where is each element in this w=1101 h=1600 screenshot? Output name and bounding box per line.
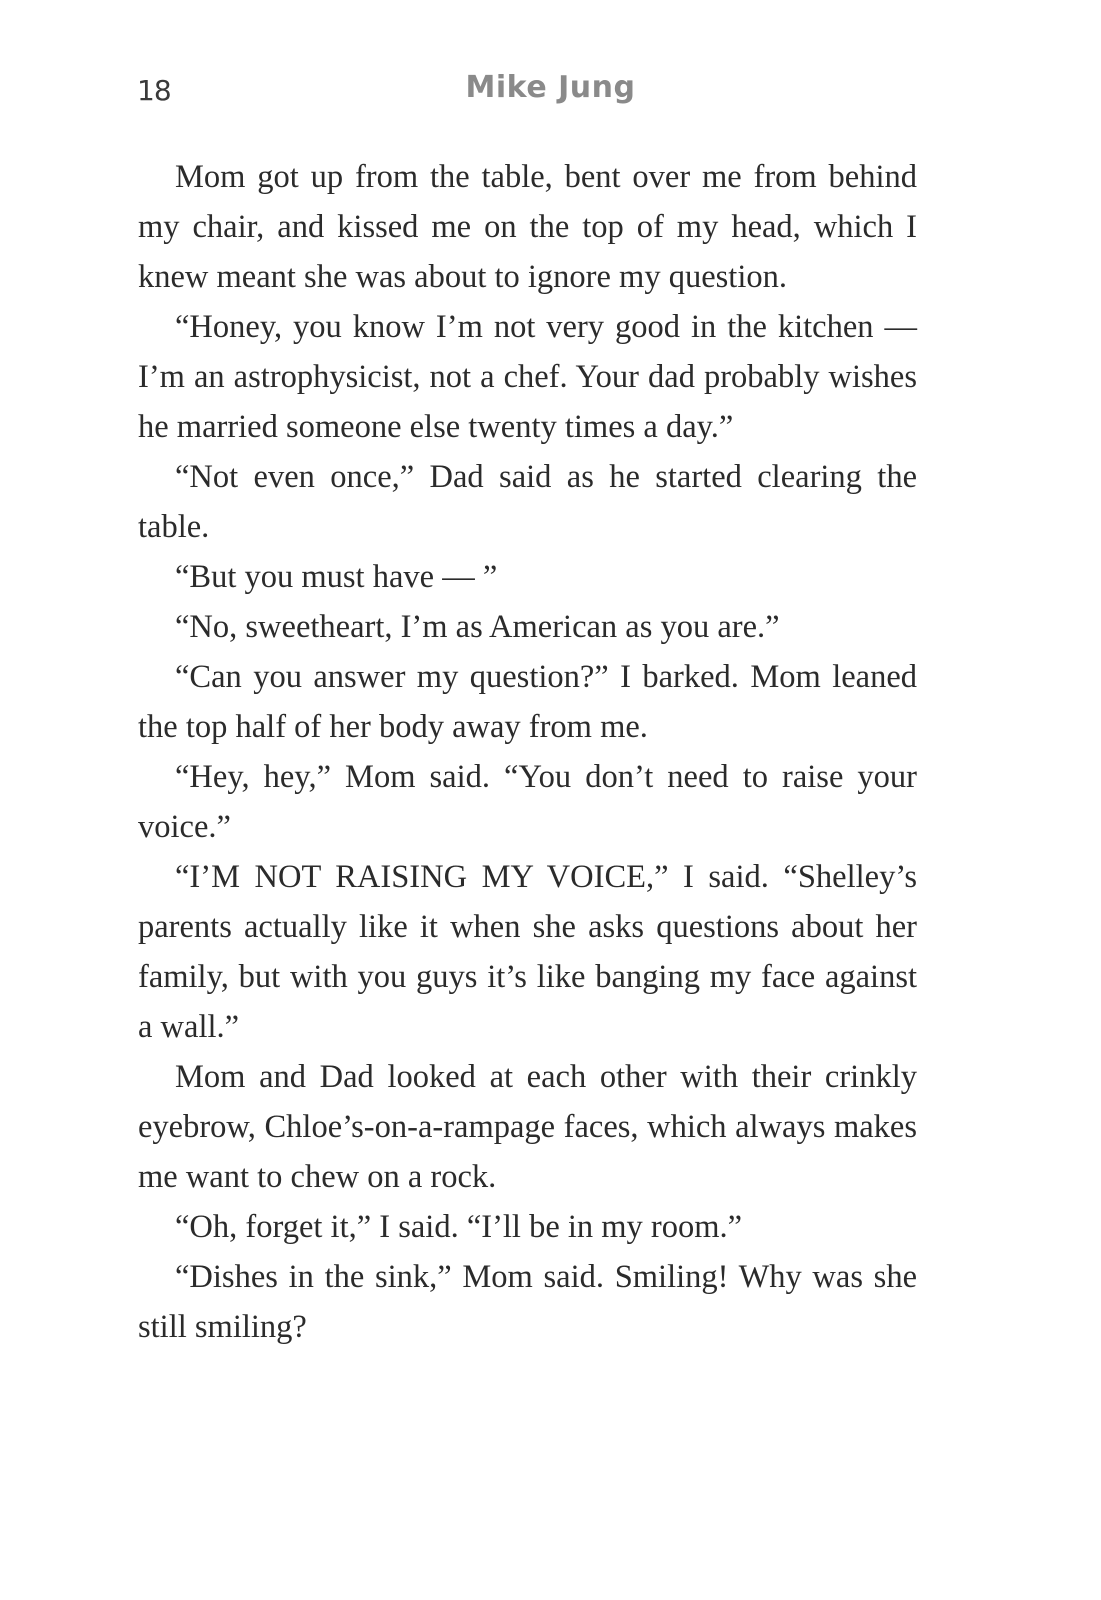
paragraph: Mom got up from the table, bent over me from behind my chair, and kissed me on the top of my head, which I knew meant she was about to ignore my question. (138, 159, 917, 295)
page-number: 18 (137, 74, 171, 107)
paragraph: “Honey, you know I’m not very good in the kitchen — I’m an astrophysicist, not a chef. Your dad probably wishes he married someone else twenty times a day.” (138, 309, 917, 445)
paragraph: “Oh, forget it,” I said. “I’ll be in my room.” (175, 1209, 743, 1245)
paragraph: Mom and Dad looked at each other with their crinkly eyebrow, Chloe’s-on-a-rampage faces, which always makes me want to chew on a rock. (138, 1059, 917, 1195)
paragraph: “I’M NOT RAISING MY VOICE,” I said. “Shelley’s parents actually like it when she asks questions about her family, but with you guys it’s like banging my face against a wall.” (138, 859, 917, 1045)
body-text (138, 152, 917, 1352)
paragraph: “But you must have — ” (175, 559, 498, 595)
paragraph: “Not even once,” Dad said as he started clearing the table. (138, 459, 917, 545)
paragraph: “Hey, hey,” Mom said. “You don’t need to raise your voice.” (138, 759, 917, 845)
paragraph: “Dishes in the sink,” Mom said. Smiling! Why was she still smiling? (138, 1259, 917, 1345)
paragraph: “Can you answer my question?” I barked. Mom leaned the top half of her body away from me. (138, 659, 917, 745)
paragraph: “No, sweetheart, I’m as American as you are.” (175, 609, 780, 645)
running-head: Mike Jung (465, 70, 636, 105)
